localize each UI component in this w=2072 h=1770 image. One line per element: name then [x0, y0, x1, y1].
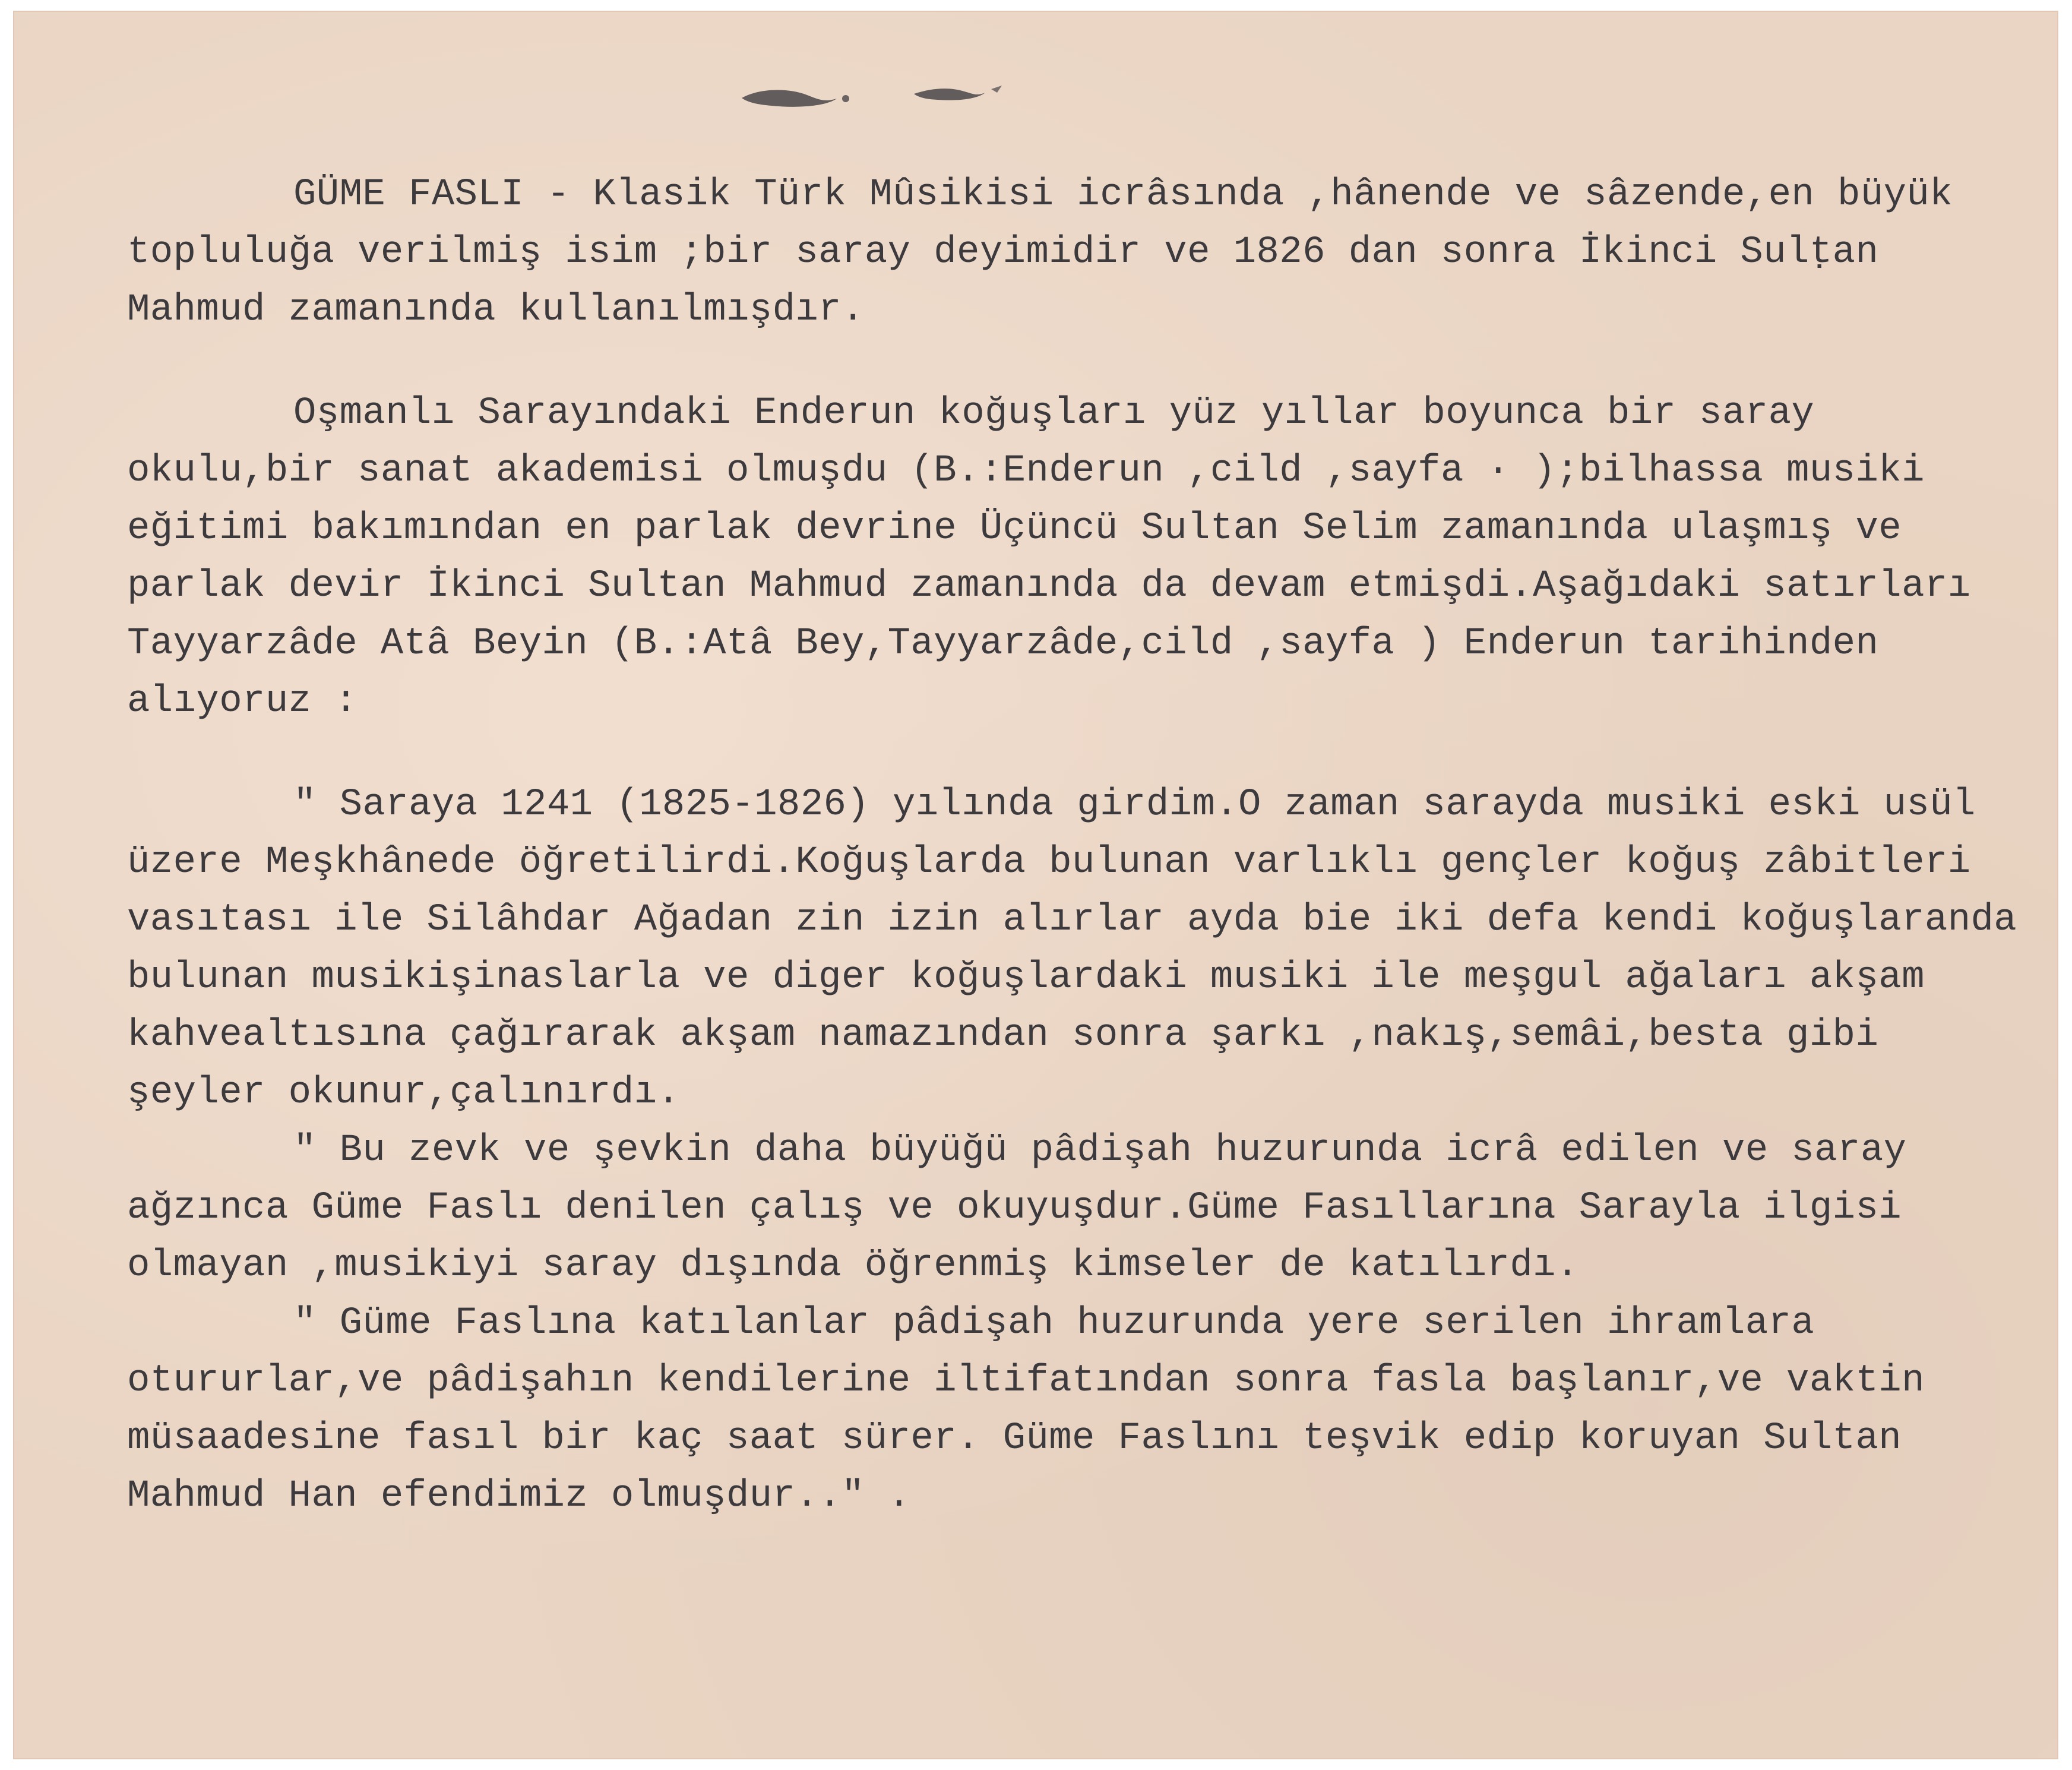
paragraph-quote-gume-fasli: " Güme Faslına katılanlar pâdişah huzurunda yere serilen ihramlara otururlar,ve pâdişahın kendilerine iltifatından sonra fasla başlanır,ve vaktin müsaadesine fasıl bir kaç saat sürer. Güme Faslını teşvik edip koruyan Sultan Mahmud Han efendimiz olmuşdur.." . [127, 1302, 1948, 1518]
paragraph-quote-zevk: " Bu zevk ve şevkin daha büyüğü pâdişah huzurunda icrâ edilen ve saray ağzınca Güme Faslı denilen çalış ve okuyuşdur.Güme Fasıllarına Sarayla ilgisi olmayan ,musikiyi saray dışında öğrenmiş kimseler de katılırdı. [127, 1129, 1930, 1287]
ornament-mark-icon [736, 71, 1033, 119]
paragraph-enderun: Oşmanlı Sarayındaki Enderun koğuşları yüz yıllar boyunca bir saray okulu,bir sanat akademisi olmuşdu (B.:Enderun ,cild ,sayfa · );bilhassa musiki eğitimi bakımından en parlak devrine Üçüncü Sultan Selim zamanında ulaşmış ve parlak devir İkinci Sultan Mahmud zamanında da devam etmişdi.Aşağıdaki satırları Tayyarzâde Atâ Beyin (B.:Atâ Bey,Tayyarzâde,cild ,sayfa ) Enderun tarihinden alıyoruz : [127, 392, 1994, 723]
document-body [127, 166, 2039, 1525]
paragraph-definition: GÜME FASLI - Klasik Türk Mûsikisi icrâsında ,hânende ve sâzende,en büyük topluluğa verilmiş isim ;bir saray deyimidir ve 1826 dan sonra İkinci Sulṭan Mahmud zamanında kullanılmışdır. [127, 173, 1976, 331]
typewritten-page [14, 12, 2057, 1758]
paragraph-quote-saraya: " Saraya 1241 (1825-1826) yılında girdim.O zaman sarayda musiki eski usül üzere Meşkhânede öğretilirdi.Koğuşlarda bulunan varlıklı gençler koğuş zâbitleri vasıtası ile Silâhdar Ağadan zin izin alırlar ayda bie iki defa kendi koğuşlaranda bulunan musikişinaslarla ve diger koğuşlardaki musiki ile meşgul ağaları akşam kahvealtısına çağırarak akşam namazından sonra şarkı ,nakış,semâi,besta gibi şeyler okunur,çalınırdı. [127, 783, 2040, 1114]
